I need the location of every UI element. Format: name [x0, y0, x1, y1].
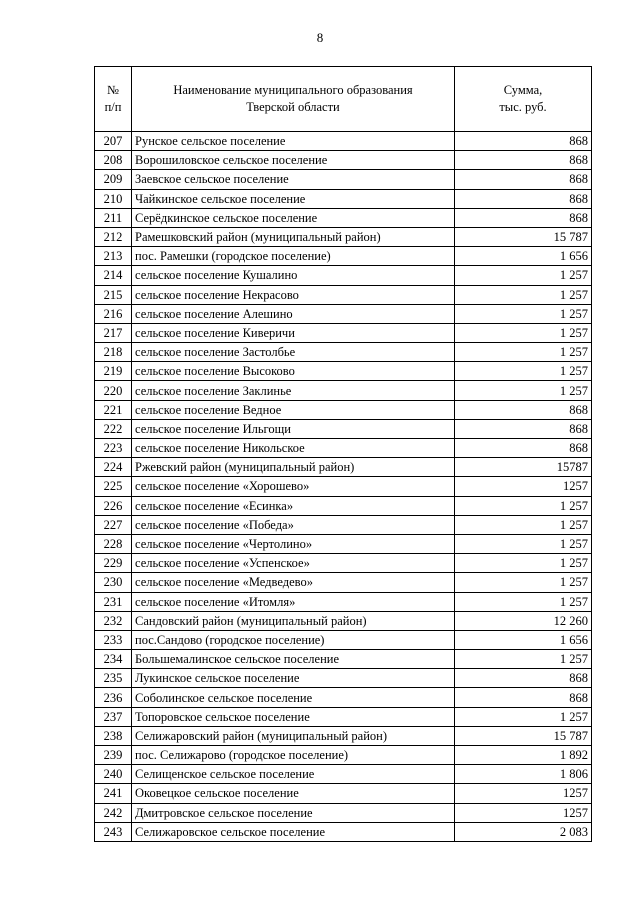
row-number: 235 — [95, 669, 132, 688]
amount: 1257 — [455, 477, 592, 496]
municipality-name: Лукинское сельское поселение — [132, 669, 455, 688]
amount: 1 257 — [455, 650, 592, 669]
municipality-name: Оковецкое сельское поселение — [132, 784, 455, 803]
municipality-name: сельское поселение Ильгощи — [132, 419, 455, 438]
table-row — [95, 592, 592, 611]
municipality-name: Рунское сельское поселение — [132, 132, 455, 151]
table-row — [95, 554, 592, 573]
row-number: 243 — [95, 822, 132, 841]
amount: 868 — [455, 669, 592, 688]
municipality-name: сельское поселение Кушалино — [132, 266, 455, 285]
table-row — [95, 343, 592, 362]
row-number: 214 — [95, 266, 132, 285]
amount: 1 257 — [455, 285, 592, 304]
row-number: 216 — [95, 304, 132, 323]
row-number: 237 — [95, 707, 132, 726]
amount: 2 083 — [455, 822, 592, 841]
row-number: 215 — [95, 285, 132, 304]
table-row — [95, 650, 592, 669]
municipality-name: сельское поселение «Хорошево» — [132, 477, 455, 496]
amount: 1 656 — [455, 247, 592, 266]
amount: 1 806 — [455, 765, 592, 784]
municipality-name: Селижаровское сельское поселение — [132, 822, 455, 841]
municipality-name: сельское поселение Никольское — [132, 439, 455, 458]
row-number: 239 — [95, 746, 132, 765]
table-row — [95, 381, 592, 400]
table-row — [95, 266, 592, 285]
municipality-name: сельское поселение Киверичи — [132, 323, 455, 342]
municipality-name: Дмитровское сельское поселение — [132, 803, 455, 822]
row-number: 224 — [95, 458, 132, 477]
table-row — [95, 285, 592, 304]
amount: 1 257 — [455, 573, 592, 592]
municipality-name: сельское поселение «Итомля» — [132, 592, 455, 611]
municipality-name: Селищенское сельское поселение — [132, 765, 455, 784]
amount: 868 — [455, 170, 592, 189]
row-number: 233 — [95, 630, 132, 649]
row-number: 225 — [95, 477, 132, 496]
row-number: 210 — [95, 189, 132, 208]
municipality-name: Рамешковский район (муниципальный район) — [132, 227, 455, 246]
row-number: 230 — [95, 573, 132, 592]
row-number: 229 — [95, 554, 132, 573]
table-row — [95, 822, 592, 841]
row-number: 228 — [95, 534, 132, 553]
table-row — [95, 611, 592, 630]
amount: 868 — [455, 419, 592, 438]
amount: 1 257 — [455, 343, 592, 362]
row-number: 217 — [95, 323, 132, 342]
row-number: 234 — [95, 650, 132, 669]
row-number: 242 — [95, 803, 132, 822]
budget-table — [94, 66, 592, 842]
amount: 12 260 — [455, 611, 592, 630]
amount: 868 — [455, 400, 592, 419]
municipality-name: Ворошиловское сельское поселение — [132, 151, 455, 170]
row-number: 212 — [95, 227, 132, 246]
row-number: 218 — [95, 343, 132, 362]
row-number: 236 — [95, 688, 132, 707]
amount: 1 257 — [455, 381, 592, 400]
amount: 1 257 — [455, 554, 592, 573]
table-row — [95, 151, 592, 170]
amount: 1 257 — [455, 515, 592, 534]
table-row — [95, 132, 592, 151]
table-row — [95, 630, 592, 649]
municipality-name: пос.Сандово (городское поселение) — [132, 630, 455, 649]
row-number: 238 — [95, 726, 132, 745]
table-row — [95, 170, 592, 189]
table-row — [95, 189, 592, 208]
amount: 15 787 — [455, 726, 592, 745]
municipality-name: Серёдкинское сельское поселение — [132, 208, 455, 227]
table-row — [95, 669, 592, 688]
amount: 1 892 — [455, 746, 592, 765]
municipality-name: Соболинское сельское поселение — [132, 688, 455, 707]
municipality-name: сельское поселение «Победа» — [132, 515, 455, 534]
municipality-name: сельское поселение Застолбье — [132, 343, 455, 362]
municipality-name: сельское поселение «Чертолино» — [132, 534, 455, 553]
amount: 868 — [455, 151, 592, 170]
municipality-name: сельское поселение «Есинка» — [132, 496, 455, 515]
municipality-name: пос. Рамешки (городское поселение) — [132, 247, 455, 266]
municipality-name: Заевское сельское поселение — [132, 170, 455, 189]
table-row — [95, 458, 592, 477]
table-header — [95, 67, 592, 132]
amount: 1 257 — [455, 266, 592, 285]
page-number: 8 — [316, 30, 324, 45]
table-row — [95, 477, 592, 496]
amount: 1 257 — [455, 323, 592, 342]
table-row — [95, 419, 592, 438]
table-row — [95, 208, 592, 227]
row-number: 208 — [95, 151, 132, 170]
header-name: Наименование муниципального образования Тверской области — [132, 67, 455, 132]
table-row — [95, 746, 592, 765]
table-row — [95, 534, 592, 553]
row-number: 211 — [95, 208, 132, 227]
municipality-name: Большемалинское сельское поселение — [132, 650, 455, 669]
table-row — [95, 765, 592, 784]
row-number: 231 — [95, 592, 132, 611]
municipality-name: сельское поселение Высоково — [132, 362, 455, 381]
header-sum: Сумма, тыс. руб. — [455, 67, 592, 132]
header-row — [95, 67, 592, 132]
row-number: 222 — [95, 419, 132, 438]
amount: 15 787 — [455, 227, 592, 246]
row-number: 223 — [95, 439, 132, 458]
amount: 1 257 — [455, 304, 592, 323]
municipality-name: сельское поселение Алешино — [132, 304, 455, 323]
municipality-name: сельское поселение Заклинье — [132, 381, 455, 400]
table-row — [95, 227, 592, 246]
table-row — [95, 803, 592, 822]
table-row — [95, 688, 592, 707]
table-row — [95, 323, 592, 342]
amount: 1257 — [455, 803, 592, 822]
table-row — [95, 726, 592, 745]
table-row — [95, 707, 592, 726]
table-row — [95, 439, 592, 458]
amount: 15787 — [455, 458, 592, 477]
row-number: 221 — [95, 400, 132, 419]
table-row — [95, 784, 592, 803]
amount: 1 257 — [455, 534, 592, 553]
row-number: 213 — [95, 247, 132, 266]
header-num: № п/п — [95, 67, 132, 132]
municipality-name: Чайкинское сельское поселение — [132, 189, 455, 208]
amount: 868 — [455, 688, 592, 707]
amount: 1 656 — [455, 630, 592, 649]
municipality-name: сельское поселение Ведное — [132, 400, 455, 419]
amount: 868 — [455, 189, 592, 208]
municipality-name: сельское поселение «Успенское» — [132, 554, 455, 573]
row-number: 219 — [95, 362, 132, 381]
row-number: 207 — [95, 132, 132, 151]
amount: 1 257 — [455, 362, 592, 381]
row-number: 220 — [95, 381, 132, 400]
table-row — [95, 400, 592, 419]
amount: 868 — [455, 208, 592, 227]
row-number: 209 — [95, 170, 132, 189]
amount: 1 257 — [455, 496, 592, 515]
row-number: 241 — [95, 784, 132, 803]
municipality-name: сельское поселение Некрасово — [132, 285, 455, 304]
municipality-name: Топоровское сельское поселение — [132, 707, 455, 726]
amount: 1 257 — [455, 592, 592, 611]
table-row — [95, 304, 592, 323]
amount: 1 257 — [455, 707, 592, 726]
amount: 868 — [455, 132, 592, 151]
table-body — [95, 132, 592, 842]
row-number: 227 — [95, 515, 132, 534]
row-number: 240 — [95, 765, 132, 784]
amount: 868 — [455, 439, 592, 458]
table-row — [95, 573, 592, 592]
municipality-name: Сандовский район (муниципальный район) — [132, 611, 455, 630]
table-row — [95, 362, 592, 381]
amount: 1257 — [455, 784, 592, 803]
municipality-name: сельское поселение «Медведево» — [132, 573, 455, 592]
table-row — [95, 247, 592, 266]
row-number: 232 — [95, 611, 132, 630]
municipality-name: Селижаровский район (муниципальный район) — [132, 726, 455, 745]
row-number: 226 — [95, 496, 132, 515]
municipality-name: Ржевский район (муниципальный район) — [132, 458, 455, 477]
table-row — [95, 515, 592, 534]
municipality-name: пос. Селижарово (городское поселение) — [132, 746, 455, 765]
table-row — [95, 496, 592, 515]
